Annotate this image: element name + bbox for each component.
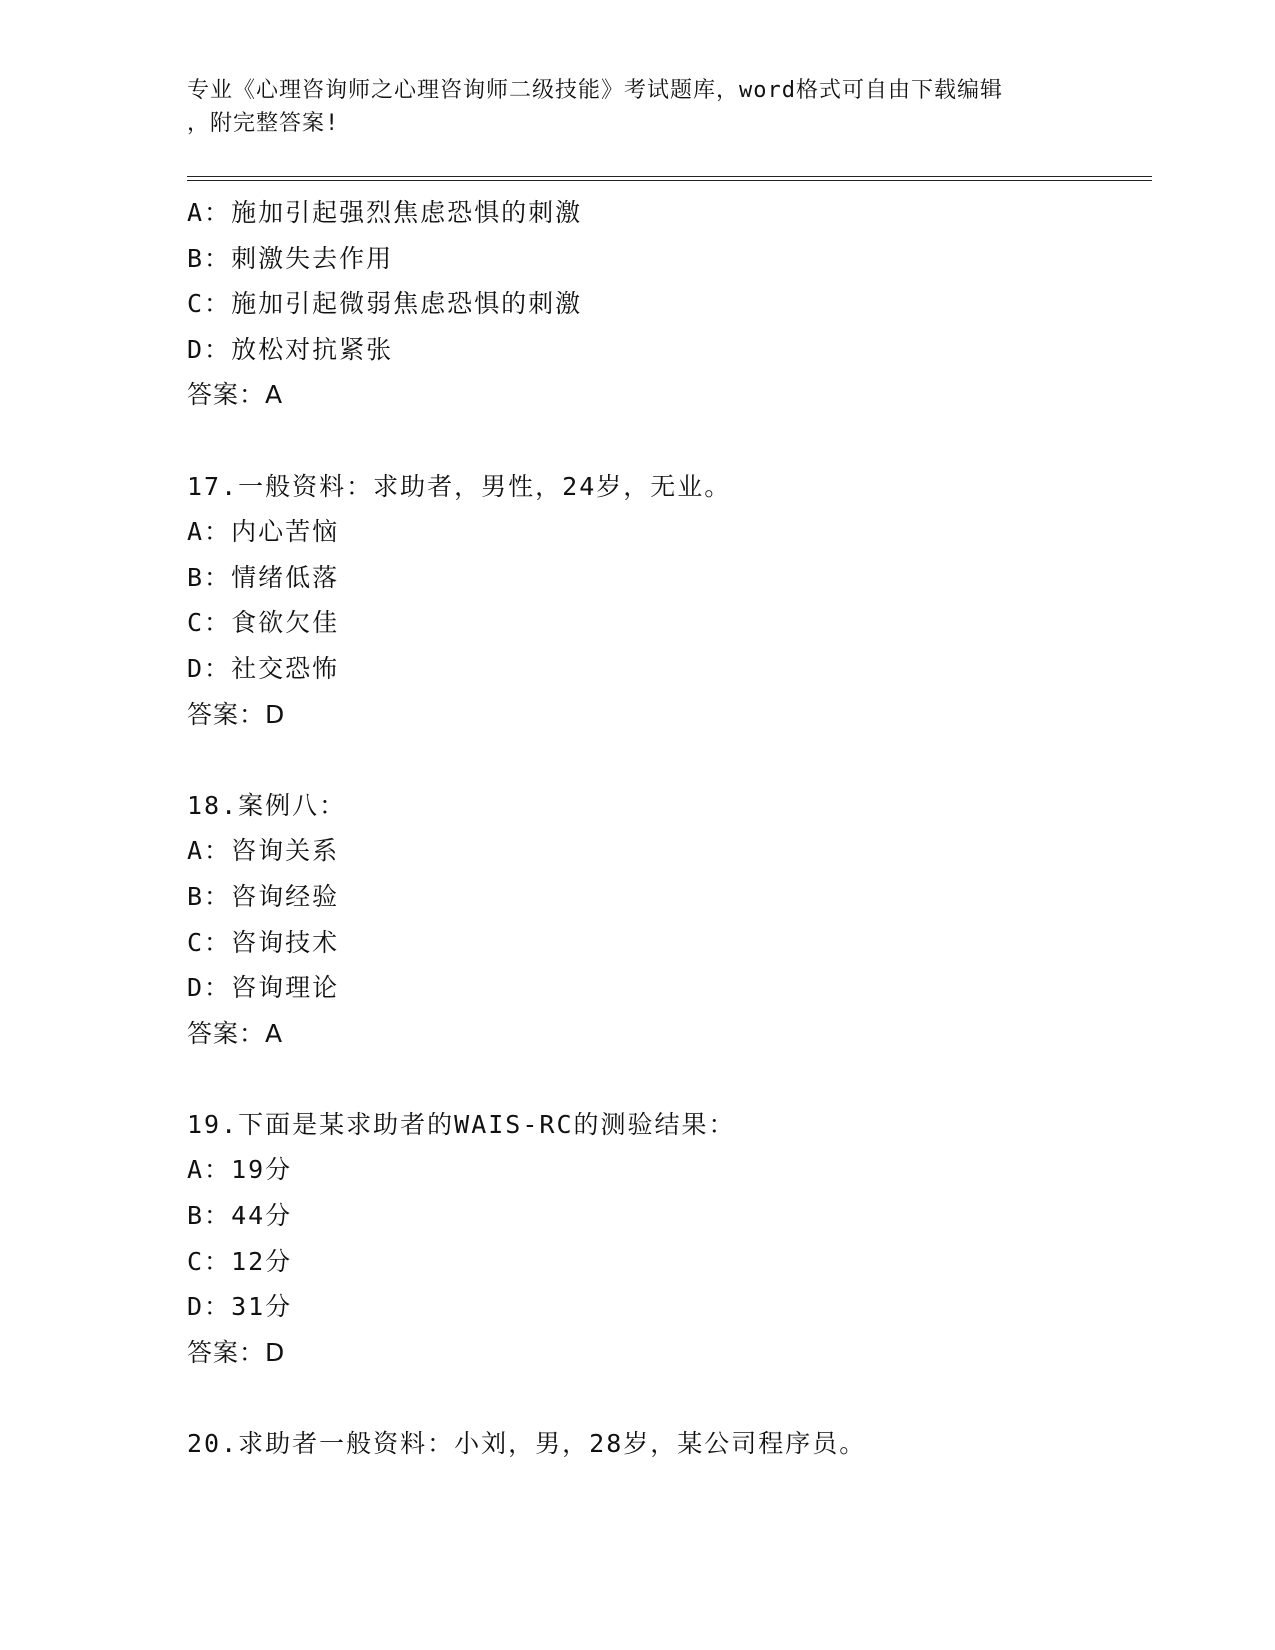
header-divider-top [187,176,1152,177]
option-a: A：咨询关系 [187,836,340,866]
option-c: C：施加引起微弱焦虑恐惧的刺激 [187,289,583,319]
question-stem: 19.下面是某求助者的WAIS-RC的测验结果： [187,1109,736,1139]
question-block-18 [187,783,1147,1057]
answer-line: 答案：D [187,699,286,729]
question-block-16 [187,190,1147,418]
answer-line: 答案：A [187,380,284,410]
option-d: D：31分 [187,1292,293,1322]
answer-line: 答案：A [187,1018,284,1048]
option-a: A：施加引起强烈焦虑恐惧的刺激 [187,198,583,227]
question-list [187,190,1147,1467]
header-line-2: ，附完整答案! [187,111,340,136]
option-c: C：12分 [187,1246,293,1276]
question-stem: 17.一般资料：求助者，男性，24岁，无业。 [187,471,732,501]
option-c: C：咨询技术 [187,927,340,957]
option-b: B：44分 [187,1201,293,1231]
option-d: D：咨询理论 [187,973,340,1003]
header-divider-bottom [187,180,1152,181]
question-stem: 18.案例八： [187,790,347,820]
document-header [187,74,1067,140]
option-a: A：19分 [187,1155,293,1185]
question-stem: 20.求助者一般资料：小刘，男，28岁，某公司程序员。 [187,1429,867,1459]
header-line-1: 专业《心理咨询师之心理咨询师二级技能》考试题库，word格式可自由下载编辑 [187,78,1003,103]
option-b: B：情绪低落 [187,562,340,592]
option-d: D：社交恐怖 [187,653,340,683]
question-block-20 [187,1421,1147,1467]
option-b: B：刺激失去作用 [187,243,394,273]
question-block-17 [187,464,1147,738]
option-a: A：内心苦恼 [187,517,340,547]
option-b: B：咨询经验 [187,881,340,911]
question-block-19 [187,1102,1147,1376]
option-c: C：食欲欠佳 [187,608,340,638]
option-d: D：放松对抗紧张 [187,334,394,364]
answer-line: 答案：D [187,1337,286,1367]
